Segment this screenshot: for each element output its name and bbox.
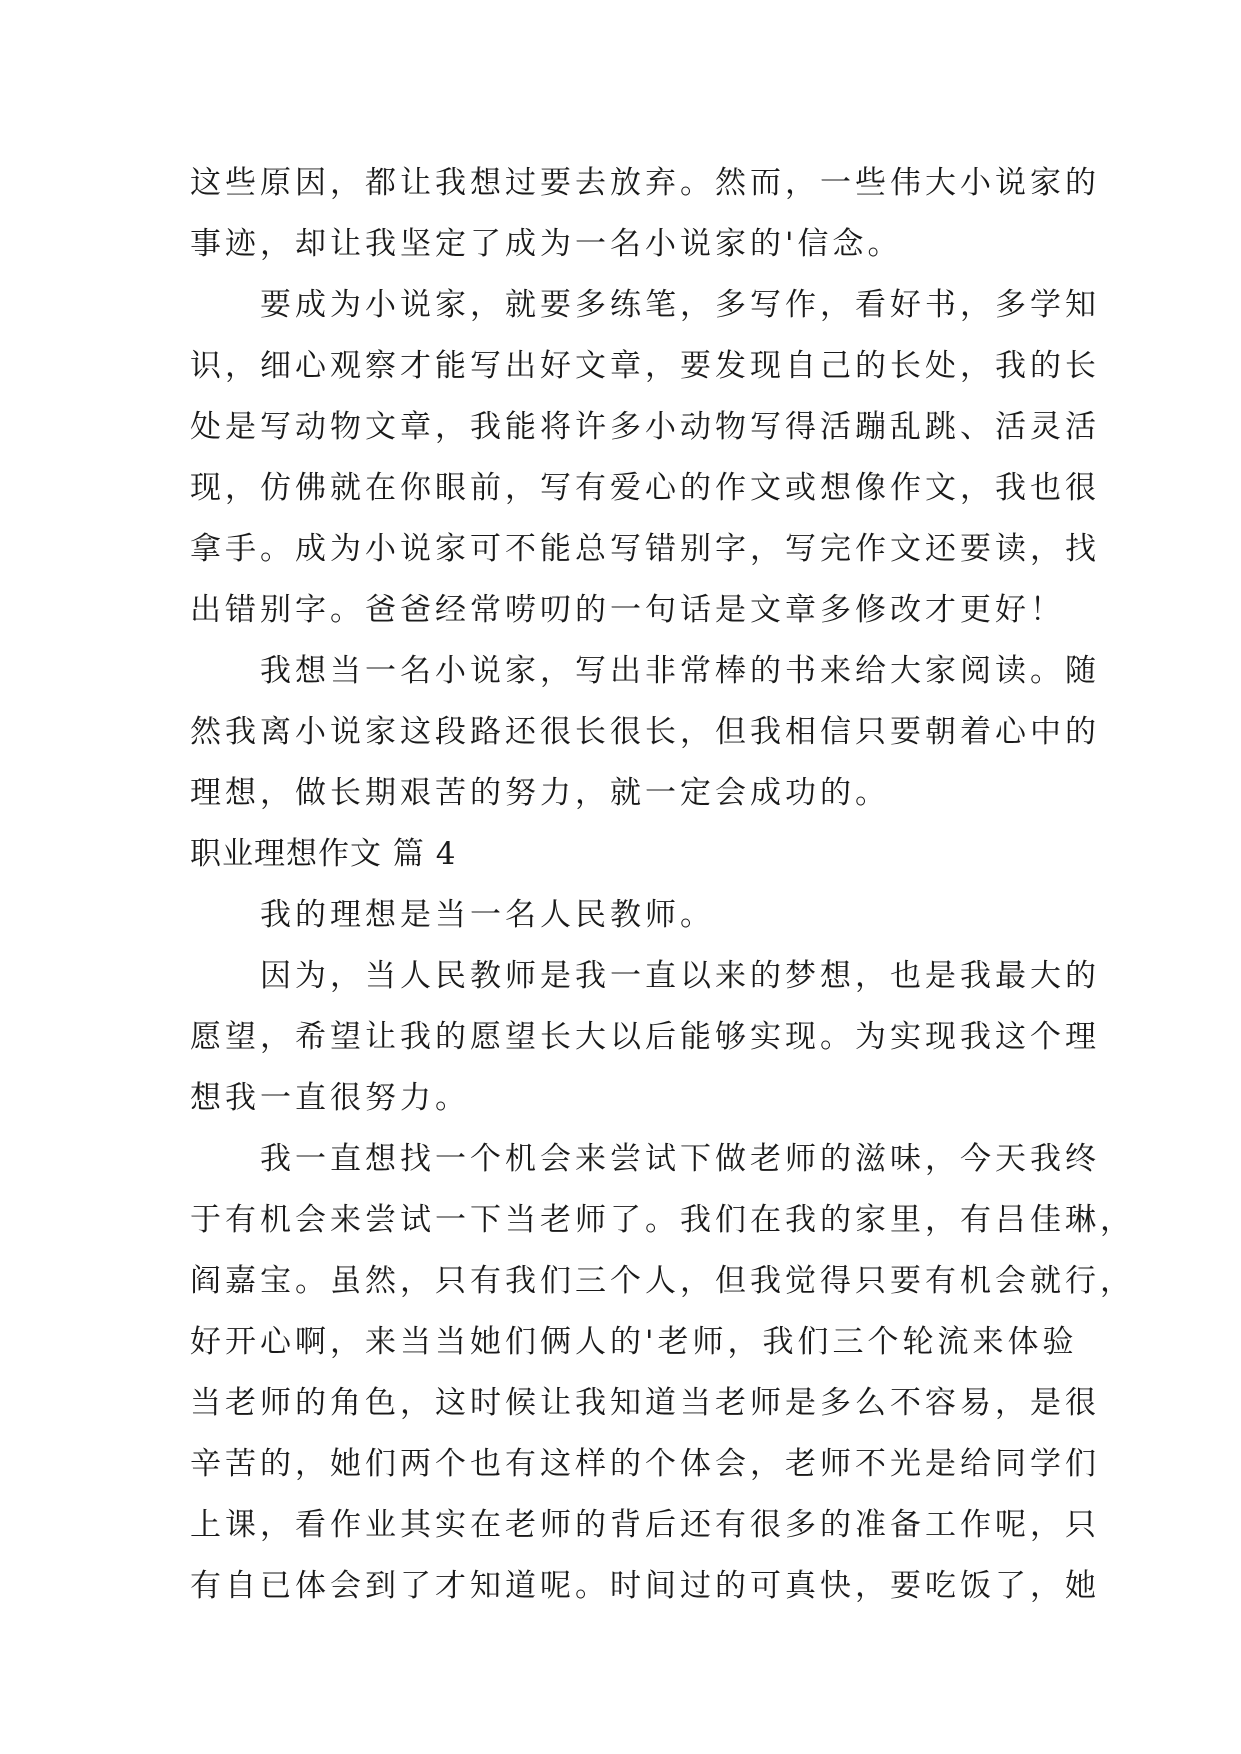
text-line: 我的理想是当一名人民教师。 <box>260 897 715 933</box>
text-line: 识，细心观察才能写出好文章，要发现自己的长处，我的长 <box>190 348 1100 384</box>
document-body <box>190 153 1135 1617</box>
text-line: 出错别字。爸爸经常唠叨的一句话是文章多修改才更好！ <box>190 592 1065 628</box>
text-line: 阎嘉宝。虽然，只有我们三个人，但我觉得只要有机会就行， <box>190 1263 1135 1299</box>
text-line: 要成为小说家，就要多练笔，多写作，看好书，多学知 <box>260 287 1100 323</box>
text-line: 我想当一名小说家，写出非常棒的书来给大家阅读。随 <box>260 653 1100 689</box>
text-line: 当老师的角色，这时候让我知道当老师是多么不容易，是很 <box>190 1385 1100 1421</box>
text-line: 事迹，却让我坚定了成为一名小说家的'信念。 <box>190 226 903 262</box>
text-line: 有自已体会到了才知道呢。时间过的可真快，要吃饭了，她 <box>190 1568 1100 1604</box>
text-line: 好开心啊，来当当她们俩人的'老师，我们三个轮流来体验 <box>190 1324 1078 1360</box>
text-line: 因为，当人民教师是我一直以来的梦想，也是我最大的 <box>260 958 1100 994</box>
text-line: 于有机会来尝试一下当老师了。我们在我的家里，有吕佳琳， <box>190 1202 1135 1238</box>
text-line: 现，仿佛就在你眼前，写有爱心的作文或想像作文，我也很 <box>190 470 1100 506</box>
text-line: 上课，看作业其实在老师的背后还有很多的准备工作呢，只 <box>190 1507 1100 1543</box>
text-line: 然我离小说家这段路还很长很长，但我相信只要朝着心中的 <box>190 714 1100 750</box>
text-line: 想我一直很努力。 <box>190 1080 470 1116</box>
section-heading: 职业理想作文 篇 4 <box>190 836 457 872</box>
text-line: 愿望，希望让我的愿望长大以后能够实现。为实现我这个理 <box>190 1019 1100 1055</box>
text-line: 我一直想找一个机会来尝试下做老师的滋味，今天我终 <box>260 1141 1100 1177</box>
text-line: 这些原因，都让我想过要去放弃。然而，一些伟大小说家的 <box>190 165 1100 201</box>
text-line: 拿手。成为小说家可不能总写错别字，写完作文还要读，找 <box>190 531 1100 567</box>
text-line: 辛苦的，她们两个也有这样的个体会，老师不光是给同学们 <box>190 1446 1100 1482</box>
text-line: 理想，做长期艰苦的努力，就一定会成功的。 <box>190 775 890 811</box>
text-line: 处是写动物文章，我能将许多小动物写得活蹦乱跳、活灵活 <box>190 409 1100 445</box>
